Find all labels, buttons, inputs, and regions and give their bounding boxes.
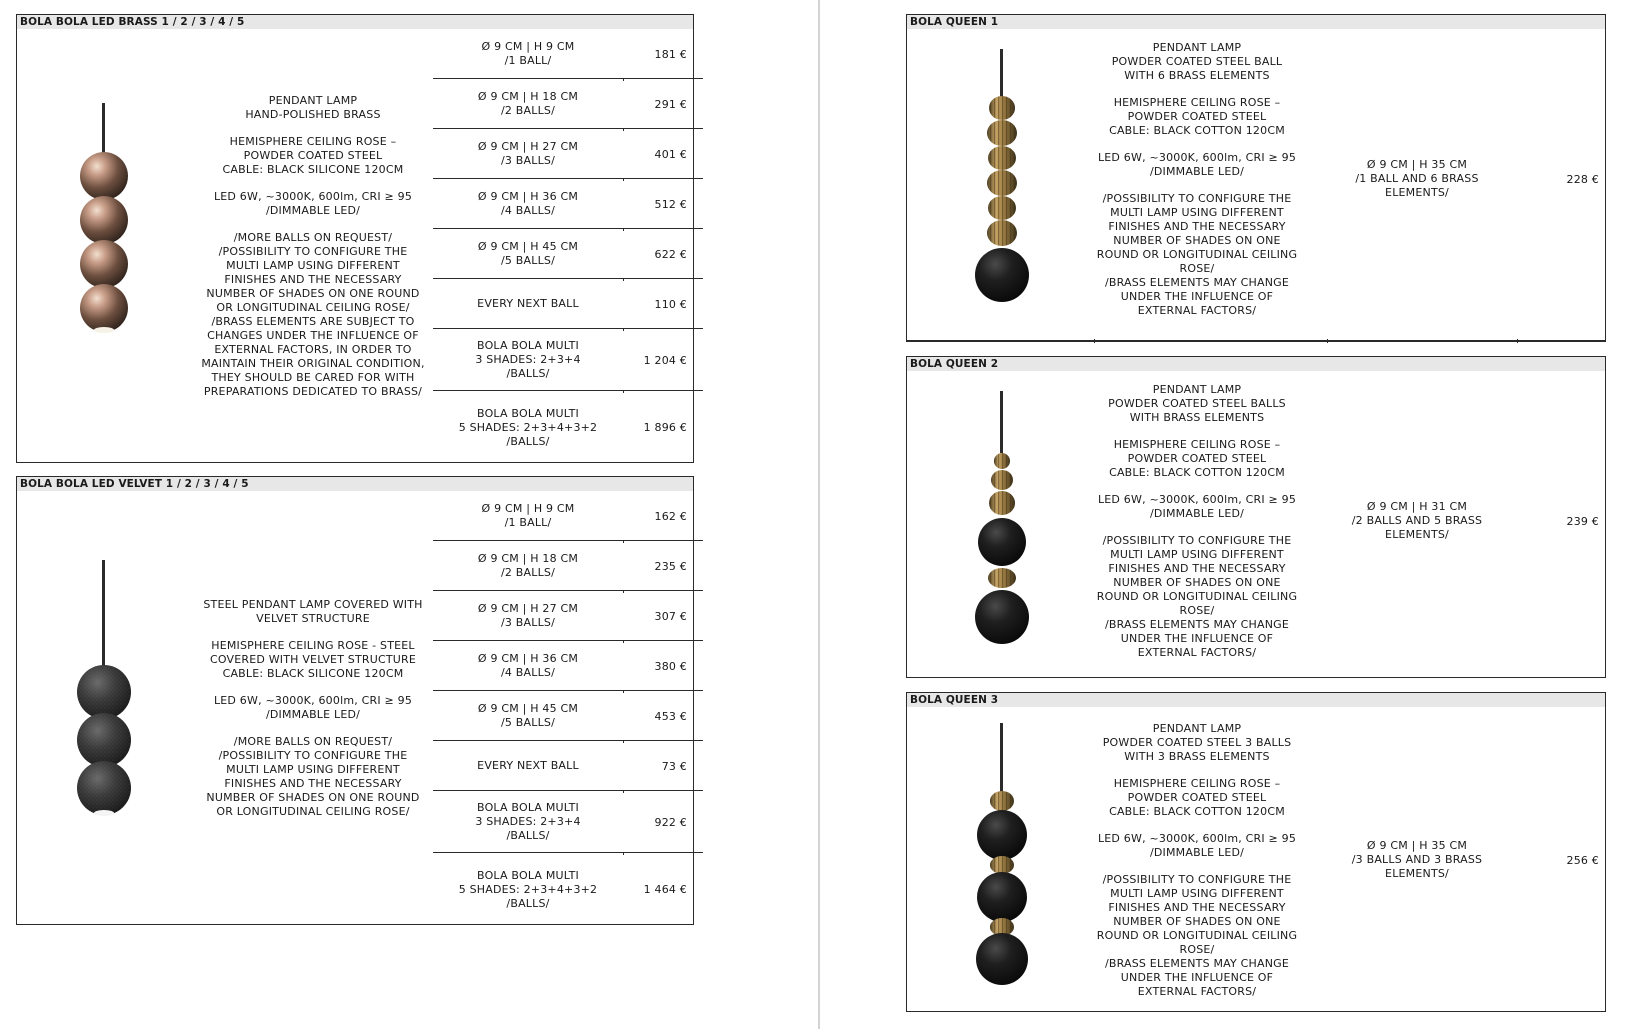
variant-price: 291 € xyxy=(654,97,687,111)
variant-size: Ø 9 CM | H 35 CM /1 BALL AND 6 BRASS ELEMENTS/ xyxy=(1355,158,1479,199)
table-row xyxy=(433,641,695,691)
variant-price: 307 € xyxy=(654,609,687,623)
lamp-image xyxy=(72,95,136,360)
description-paragraph: HEMISPHERE CEILING ROSE – POWDER COATED STEEL CABLE: BLACK COTTON 120CM xyxy=(1109,776,1285,818)
table-row xyxy=(433,179,695,229)
variant-size: BOLA BOLA MULTI 3 SHADES: 2+3+4 /BALLS/ xyxy=(475,339,581,380)
variant-price: 922 € xyxy=(654,815,687,829)
product-description xyxy=(1087,371,1307,671)
product-title: BOLA BOLA LED BRASS 1 / 2 / 3 / 4 / 5 xyxy=(17,15,693,29)
lamp-image xyxy=(970,45,1034,330)
description-paragraph: /POSSIBILITY TO CONFIGURE THE MULTI LAMP USING DIFFERENT FINISHES AND THE NECESSARY NUMBER OF SHADES ON ONE ROUND OR LONGITUDINAL CEILING ROSE/ /BRASS ELEMENTS MAY CHANGE UNDER THE INFLUENCE OF EXTERNAL FACTORS/ xyxy=(1096,191,1298,317)
variant-price: 181 € xyxy=(654,47,687,61)
product-description xyxy=(197,29,429,464)
product-title: BOLA QUEEN 2 xyxy=(907,357,1605,371)
description-paragraph: HEMISPHERE CEILING ROSE – POWDER COATED STEEL CABLE: BLACK SILICONE 120CM xyxy=(222,135,404,176)
table-row xyxy=(433,329,695,391)
variant-size: Ø 9 CM | H 18 CM /2 BALLS/ xyxy=(477,90,579,117)
variant-size: Ø 9 CM | H 9 CM /1 BALL/ xyxy=(481,502,575,529)
table-row xyxy=(433,741,695,791)
variant-price: 228 € xyxy=(1566,172,1599,186)
description-paragraph: PENDANT LAMP POWDER COATED STEEL BALL WITH 6 BRASS ELEMENTS xyxy=(1111,40,1283,82)
variant-size: Ø 9 CM | H 35 CM /3 BALLS AND 3 BRASS ELEMENTS/ xyxy=(1351,839,1483,880)
description-paragraph: HEMISPHERE CEILING ROSE - STEEL COVERED WITH VELVET STRUCTURE CABLE: BLACK SILICONE 120CM xyxy=(209,639,417,680)
description-paragraph: LED 6W, ~3000K, 600lm, CRI ≥ 95 /DIMMABLE LED/ xyxy=(1097,150,1297,178)
variant-size: BOLA BOLA MULTI 5 SHADES: 2+3+4+3+2 /BALLS/ xyxy=(458,406,598,448)
product-bola-bola-velvet xyxy=(16,476,694,925)
variant-price: 235 € xyxy=(654,559,687,573)
product-bola-queen-3 xyxy=(906,692,1606,1012)
product-bola-queen-2 xyxy=(906,356,1606,678)
description-paragraph: /MORE BALLS ON REQUEST/ /POSSIBILITY TO CONFIGURE THE MULTI LAMP USING DIFFERENT FINISHES AND THE NECESSARY NUMBER OF SHADES ON ONE ROUND OR LONGITUDINAL CEILING ROSE/ xyxy=(206,735,420,818)
product-description xyxy=(197,491,429,926)
variant-size: Ø 9 CM | H 31 CM /2 BALLS AND 5 BRASS ELEMENTS/ xyxy=(1351,500,1483,541)
description-paragraph: /POSSIBILITY TO CONFIGURE THE MULTI LAMP USING DIFFERENT FINISHES AND THE NECESSARY NUMBER OF SHADES ON ONE ROUND OR LONGITUDINAL CEILING ROSE/ /BRASS ELEMENTS MAY CHANGE UNDER THE INFLUENCE OF EXTERNAL FACTORS/ xyxy=(1096,533,1298,659)
variant-size: Ø 9 CM | H 18 CM /2 BALLS/ xyxy=(477,552,579,579)
table-row xyxy=(433,541,695,591)
product-description xyxy=(1087,29,1307,329)
page-divider xyxy=(818,0,820,1029)
table-row xyxy=(433,691,695,741)
product-title: BOLA BOLA LED VELVET 1 / 2 / 3 / 4 / 5 xyxy=(17,477,693,491)
variant-price: 256 € xyxy=(1566,853,1599,867)
variant-size: BOLA BOLA MULTI 3 SHADES: 2+3+4 /BALLS/ xyxy=(475,801,581,842)
description-paragraph: PENDANT LAMP POWDER COATED STEEL BALLS WITH BRASS ELEMENTS xyxy=(1108,382,1286,424)
variant-price: 73 € xyxy=(661,759,687,773)
queen-2-lamp-illustration xyxy=(970,387,1034,667)
variant-price: 453 € xyxy=(654,709,687,723)
variant-price: 622 € xyxy=(654,247,687,261)
variant-price: 162 € xyxy=(654,509,687,523)
description-paragraph: LED 6W, ~3000K, 600lm, CRI ≥ 95 /DIMMABLE LED/ xyxy=(213,694,413,721)
queen-3-lamp-illustration xyxy=(970,719,1034,1009)
table-row xyxy=(433,791,695,853)
variant-size: EVERY NEXT BALL xyxy=(477,759,579,772)
variant-price: 239 € xyxy=(1566,514,1599,528)
product-title: BOLA QUEEN 1 xyxy=(907,15,1605,29)
variant-size: BOLA BOLA MULTI 5 SHADES: 2+3+4+3+2 /BALLS/ xyxy=(458,868,598,910)
description-paragraph: HEMISPHERE CEILING ROSE – POWDER COATED STEEL CABLE: BLACK COTTON 120CM xyxy=(1109,437,1285,479)
product-description xyxy=(1087,707,1307,1013)
description-paragraph: /POSSIBILITY TO CONFIGURE THE MULTI LAMP USING DIFFERENT FINISHES AND THE NECESSARY NUMBER OF SHADES ON ONE ROUND OR LONGITUDINAL CEILING ROSE/ /BRASS ELEMENTS MAY CHANGE UNDER THE INFLUENCE OF EXTERNAL FACTORS/ xyxy=(1096,872,1298,998)
variant-price: 1 896 € xyxy=(643,421,687,434)
table-row xyxy=(433,79,695,129)
variant-price: 1 204 € xyxy=(643,353,687,367)
variant-price-table xyxy=(433,491,695,926)
variant-price: 110 € xyxy=(654,297,687,311)
variant-price: 380 € xyxy=(654,659,687,673)
product-bola-bola-brass xyxy=(16,14,694,463)
description-paragraph: PENDANT LAMP HAND-POLISHED BRASS xyxy=(245,94,381,121)
row-divider xyxy=(907,340,1605,341)
description-paragraph: LED 6W, ~3000K, 600lm, CRI ≥ 95 /DIMMABLE LED/ xyxy=(213,190,413,217)
description-paragraph: HEMISPHERE CEILING ROSE – POWDER COATED STEEL CABLE: BLACK COTTON 120CM xyxy=(1109,95,1285,137)
lamp-image xyxy=(72,555,136,825)
variant-size: EVERY NEXT BALL xyxy=(477,297,579,310)
table-row xyxy=(433,29,695,79)
table-row xyxy=(433,391,695,464)
table-row xyxy=(433,853,695,926)
variant-size: Ø 9 CM | H 45 CM /5 BALLS/ xyxy=(477,240,579,267)
table-row xyxy=(433,491,695,541)
variant-size: Ø 9 CM | H 27 CM /3 BALLS/ xyxy=(477,602,579,629)
variant-price: 1 464 € xyxy=(643,883,687,896)
variant-size: Ø 9 CM | H 36 CM /4 BALLS/ xyxy=(477,652,579,679)
queen-1-lamp-illustration xyxy=(970,45,1034,330)
product-title: BOLA QUEEN 3 xyxy=(907,693,1605,707)
variant-size: Ø 9 CM | H 45 CM /5 BALLS/ xyxy=(477,702,579,729)
table-row xyxy=(433,129,695,179)
variant-size: Ø 9 CM | H 9 CM /1 BALL/ xyxy=(481,40,575,67)
variant-price-table xyxy=(433,29,695,464)
variant-price: 512 € xyxy=(654,197,687,211)
description-paragraph: PENDANT LAMP POWDER COATED STEEL 3 BALLS WITH 3 BRASS ELEMENTS xyxy=(1102,721,1292,763)
velvet-lamp-illustration xyxy=(72,555,136,825)
lamp-image xyxy=(970,387,1034,667)
variant-size: Ø 9 CM | H 27 CM /3 BALLS/ xyxy=(477,140,579,167)
description-paragraph: /MORE BALLS ON REQUEST/ /POSSIBILITY TO CONFIGURE THE MULTI LAMP USING DIFFERENT FINISHES AND THE NECESSARY NUMBER OF SHADES ON ONE ROUND OR LONGITUDINAL CEILING ROSE/ /BRASS ELEMENTS ARE SUBJECT TO CHANGES UNDER THE INFLUENCE OF EXTERNAL FACTORS, IN ORDER TO MAINTAIN THEIR ORIGINAL CONDITION, THEY SHOULD BE CARED FOR WITH PREPARATIONS DEDICATED TO BRASS/ xyxy=(201,231,425,398)
description-paragraph: STEEL PENDANT LAMP COVERED WITH VELVET STRUCTURE xyxy=(203,598,423,625)
table-row xyxy=(433,279,695,329)
variant-price: 401 € xyxy=(654,147,687,161)
table-row xyxy=(433,591,695,641)
description-paragraph: LED 6W, ~3000K, 600lm, CRI ≥ 95 /DIMMABLE LED/ xyxy=(1097,492,1297,520)
product-bola-queen-1 xyxy=(906,14,1606,342)
description-paragraph: LED 6W, ~3000K, 600lm, CRI ≥ 95 /DIMMABLE LED/ xyxy=(1097,831,1297,859)
variant-size: Ø 9 CM | H 36 CM /4 BALLS/ xyxy=(477,190,579,217)
lamp-image xyxy=(970,719,1034,1009)
brass-lamp-illustration xyxy=(72,95,136,360)
table-row xyxy=(433,229,695,279)
